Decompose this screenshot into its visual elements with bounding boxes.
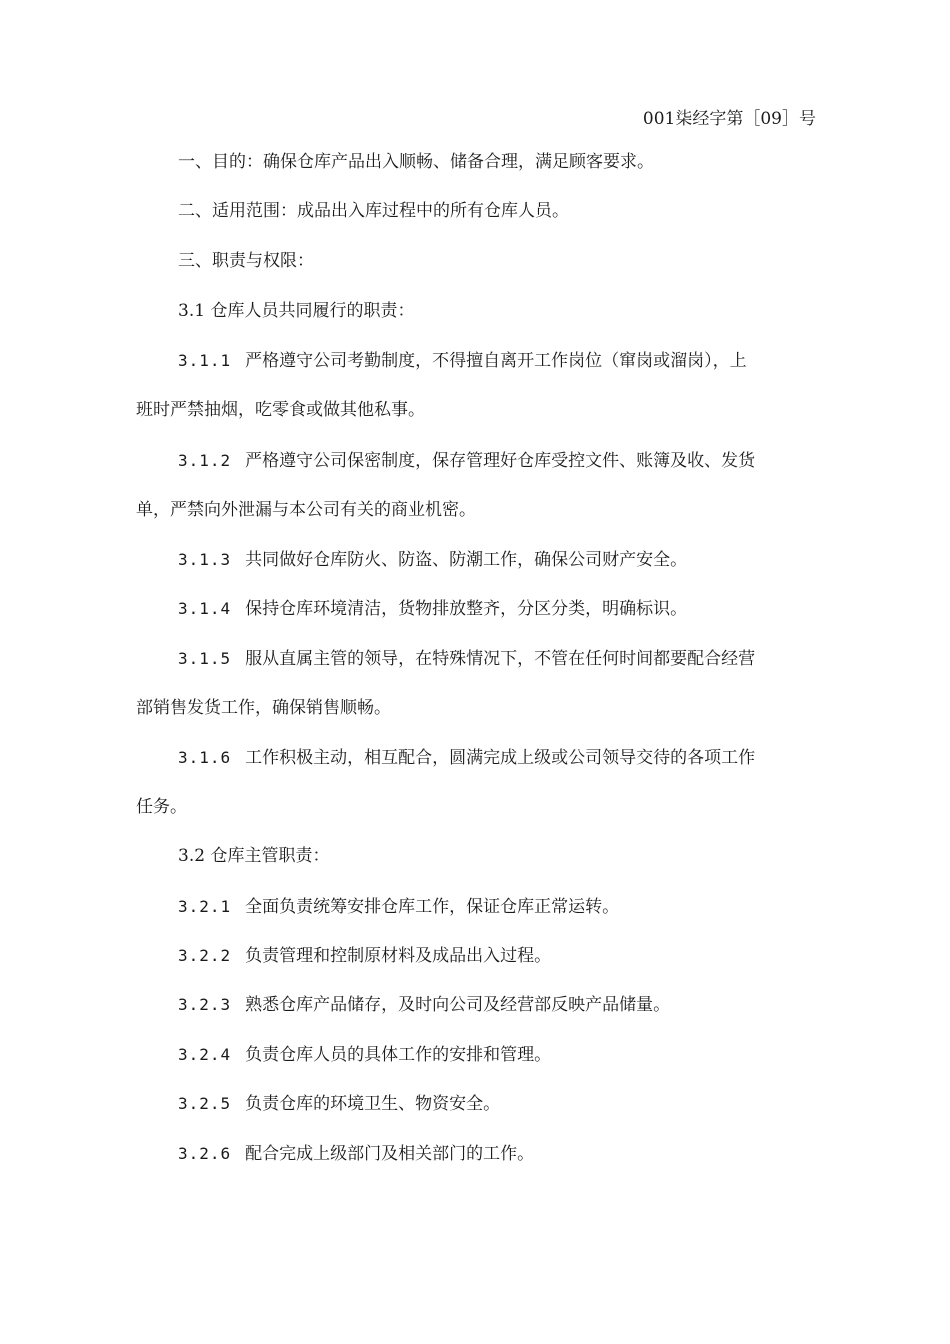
section-purpose: 一、目的：确保仓库产品出入顺畅、储备合理，满足顾客要求。 (178, 152, 654, 172)
section-scope: 二、适用范围：成品出入库过程中的所有仓库人员。 (178, 201, 569, 221)
subsection-3-1-title: 3.1 仓库人员共同履行的职责： (178, 301, 415, 321)
clause-3-2-3: 3.2.3 熟悉仓库产品储存，及时向公司及经营部反映产品储量。 (178, 995, 671, 1015)
clause-3-1-1: 3.1.1 严格遵守公司考勤制度，不得擅自离开工作岗位（窜岗或溜岗），上 班时严禁抽烟，吃零食或做其他私事。 (136, 351, 747, 420)
clause-number: 3.1.1 (178, 351, 232, 370)
clause-3-1-5: 3.1.5 服从直属主管的领导，在特殊情况下，不管在任何时间都要配合经营 部销售发货工作，确保销售顺畅。 (136, 649, 756, 718)
clause-3-2-5: 3.2.5 负责仓库的环境卫生、物资安全。 (178, 1094, 501, 1114)
clause-number: 3.1.3 (178, 550, 232, 569)
section-duties-title: 三、职责与权限： (178, 251, 314, 271)
clause-number: 3.2.5 (178, 1094, 232, 1113)
clause-number: 3.1.6 (178, 748, 232, 767)
subsection-3-2-title: 3.2 仓库主管职责： (178, 846, 330, 866)
document-number: 001柒经字第［09］号 (642, 109, 816, 129)
clause-number: 3.2.3 (178, 995, 232, 1014)
clause-3-1-4: 3.1.4 保持仓库环境清洁，货物排放整齐，分区分类，明确标识。 (178, 599, 688, 619)
clause-number: 3.1.4 (178, 599, 232, 618)
clause-number: 3.2.4 (178, 1045, 232, 1064)
clause-3-1-2: 3.1.2 严格遵守公司保密制度，保存管理好仓库受控文件、账簿及收、发货 单，严禁向外泄漏与本公司有关的商业机密。 (136, 451, 756, 520)
clause-3-1-6: 3.1.6 工作积极主动，相互配合，圆满完成上级或公司领导交待的各项工作 任务。 (136, 748, 756, 817)
clause-number: 3.1.2 (178, 451, 232, 470)
clause-number: 3.2.1 (178, 897, 232, 916)
clause-3-2-4: 3.2.4 负责仓库人员的具体工作的安排和管理。 (178, 1045, 552, 1065)
clause-number: 3.2.6 (178, 1144, 232, 1163)
clause-3-2-2: 3.2.2 负责管理和控制原材料及成品出入过程。 (178, 946, 552, 966)
clause-3-2-6: 3.2.6 配合完成上级部门及相关部门的工作。 (178, 1144, 535, 1164)
clause-3-2-1: 3.2.1 全面负责统筹安排仓库工作，保证仓库正常运转。 (178, 897, 620, 917)
clause-number: 3.1.5 (178, 649, 232, 668)
clause-number: 3.2.2 (178, 946, 232, 965)
clause-3-1-3: 3.1.3 共同做好仓库防火、防盗、防潮工作，确保公司财产安全。 (178, 550, 688, 570)
